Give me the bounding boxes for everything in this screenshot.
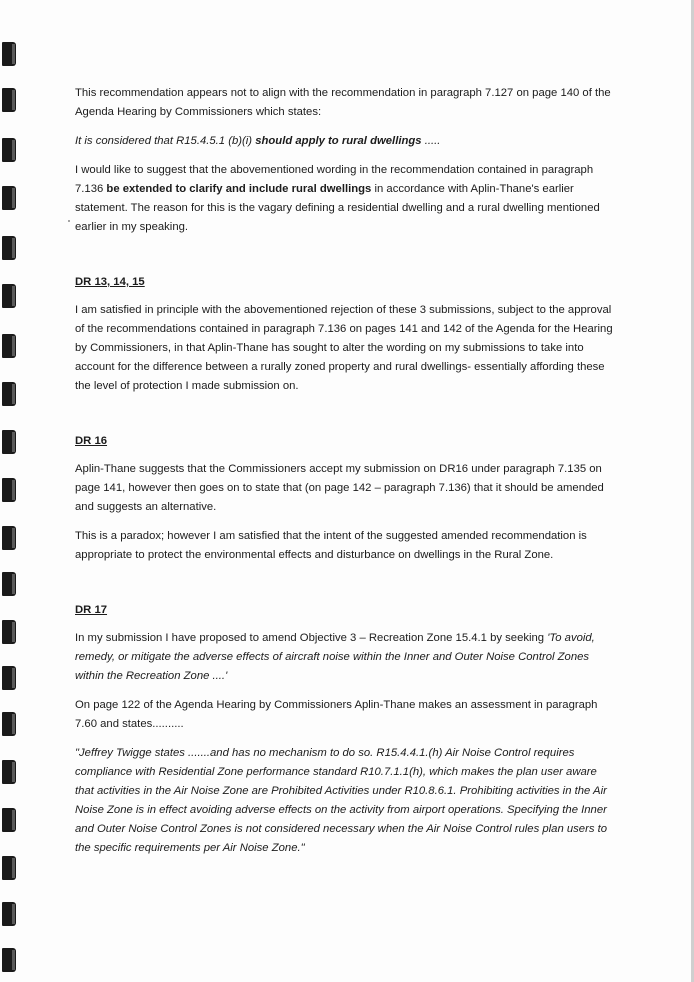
- binding-ring: [2, 186, 16, 210]
- intro-quote-ellipsis: .....: [421, 135, 441, 147]
- dr17-paragraph-1: [75, 629, 615, 686]
- intro-quote-bold: should apply to rural dwellings: [255, 135, 422, 147]
- suggestion-text-b: in accordance with Aplin-Thane's earlier statement. The reason for this is the vagary defining a residential dwelling and a rural dwelling mentioned earlier in my speaking.: [75, 183, 600, 233]
- suggestion-bold: be extended to clarify and include rural dwellings: [106, 183, 372, 195]
- binding-ring: [2, 236, 16, 260]
- binding-ring: [2, 88, 16, 112]
- heading-dr16: DR 16: [75, 435, 108, 447]
- binding-ring: [2, 42, 16, 66]
- binding-ring: [2, 138, 16, 162]
- suggestion-text-a: I would like to suggest that the abovementioned wording in the recommendation contained in paragraph 7.136: [75, 164, 594, 195]
- binding-ring: [2, 284, 16, 308]
- binding-ring: [2, 382, 16, 406]
- dr17-paragraph-2: On page 122 of the Agenda Hearing by Commissioners Aplin-Thane makes an assessment in paragraph 7.60 and states..........: [75, 699, 598, 730]
- binding-ring: [2, 856, 16, 880]
- binding-ring: [2, 902, 16, 926]
- binding-ring: [2, 948, 16, 972]
- dr17-italic-quote: 'To avoid, remedy, or mitigate the adverse effects of aircraft noise within the Inner and Outer Noise Control Zones within the Recreation Zone ....': [75, 632, 595, 682]
- binding-ring: [2, 808, 16, 832]
- spiral-binding: [0, 0, 22, 982]
- dr16-paragraph-2: This is a paradox; however I am satisfied that the intent of the suggested amended recommendation is appropriate to protect the environmental effects and disturbance on dwellings in the Rural Zone.: [75, 530, 587, 561]
- stray-mark: [68, 220, 70, 222]
- binding-ring: [2, 666, 16, 690]
- dr13-paragraph: I am satisfied in principle with the abovementioned rejection of these 3 submissions, subject to the approval of the recommendations contained in paragraph 7.136 on pages 141 and 142 of the Agenda for the Hearing by Commissioners, in that Aplin-Thane has sought to alter the wording on my submissions to take into account for the difference between a rurally zoned property and rural dwellings- essentially affording these the level of protection I made submission on.: [75, 304, 613, 392]
- heading-dr17: DR 17: [75, 604, 108, 616]
- dr16-paragraph-1: Aplin-Thane suggests that the Commissioners accept my submission on DR16 under paragraph 7.135 on page 141, however then goes on to state that (on page 142 – paragraph 7.136) that it should be amended and suggests an alternative.: [75, 463, 604, 513]
- binding-ring: [2, 760, 16, 784]
- binding-ring: [2, 334, 16, 358]
- page-content: [75, 84, 615, 858]
- intro-paragraph: This recommendation appears not to align with the recommendation in paragraph 7.127 on page 140 of the Agenda Hearing by Commissioners which states:: [75, 87, 611, 118]
- binding-ring: [2, 620, 16, 644]
- binding-ring: [2, 572, 16, 596]
- binding-ring: [2, 526, 16, 550]
- binding-ring: [2, 478, 16, 502]
- binding-ring: [2, 712, 16, 736]
- suggestion-paragraph: [75, 161, 615, 237]
- intro-quote: [75, 132, 615, 151]
- intro-quote-text: It is considered that R15.4.5.1 (b)(i): [75, 135, 256, 147]
- heading-dr13: DR 13, 14, 15: [75, 276, 145, 288]
- dr17-quote: "Jeffrey Twigge states .......and has no mechanism to do so. R15.4.4.1.(h) Air Noise Control requires compliance with Residential Zone performance standard R10.7.1.1(h), which makes the plan user aware that activities in the Air Noise Zone are Prohibited Activities under R10.8.6.1. Prohibiting activities in the Air Noise Zone is in effect avoiding adverse effects on the activity from airport operations. Specifying the Inner and Outer Noise Control Zones is not considered necessary when the Air Noise Control rules plan users to the specific requirements per Air Noise Zone.": [75, 747, 608, 854]
- binding-ring: [2, 430, 16, 454]
- dr17-text: In my submission I have proposed to amend Objective 3 – Recreation Zone 15.4.1 by seeking: [75, 632, 548, 644]
